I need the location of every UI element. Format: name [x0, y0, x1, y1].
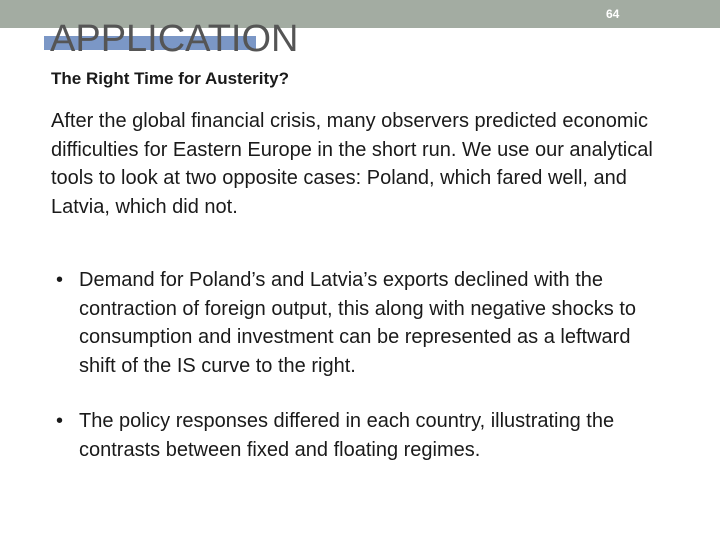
bullet-list — [51, 266, 671, 464]
intro-paragraph: After the global financial crisis, many observers predicted economic difficulties for Eastern Europe in the short run. We use our analytical tools to look at two opposite cases: Poland, which fared well, and Latvia, which did not. — [51, 110, 653, 218]
slide-subtitle: The Right Time for Austerity? — [51, 69, 290, 88]
bullet-item-1 — [51, 266, 671, 380]
bullet-text-2: The policy responses differed in each country, illustrating the contrasts between fixed and floating regimes. — [79, 410, 615, 461]
bullet-item-2 — [51, 407, 671, 464]
bullet-dot-icon: • — [56, 269, 64, 291]
slide-title: APPLICATION — [50, 18, 299, 60]
page-number: 64 — [606, 7, 620, 21]
bullet-dot-icon: • — [56, 410, 64, 432]
bullet-text-1: Demand for Poland’s and Latvia’s exports declined with the contraction of foreign output, this along with negative shocks to consumption and investment can be represented as a leftward shift of the IS curve to the right. — [79, 269, 637, 377]
